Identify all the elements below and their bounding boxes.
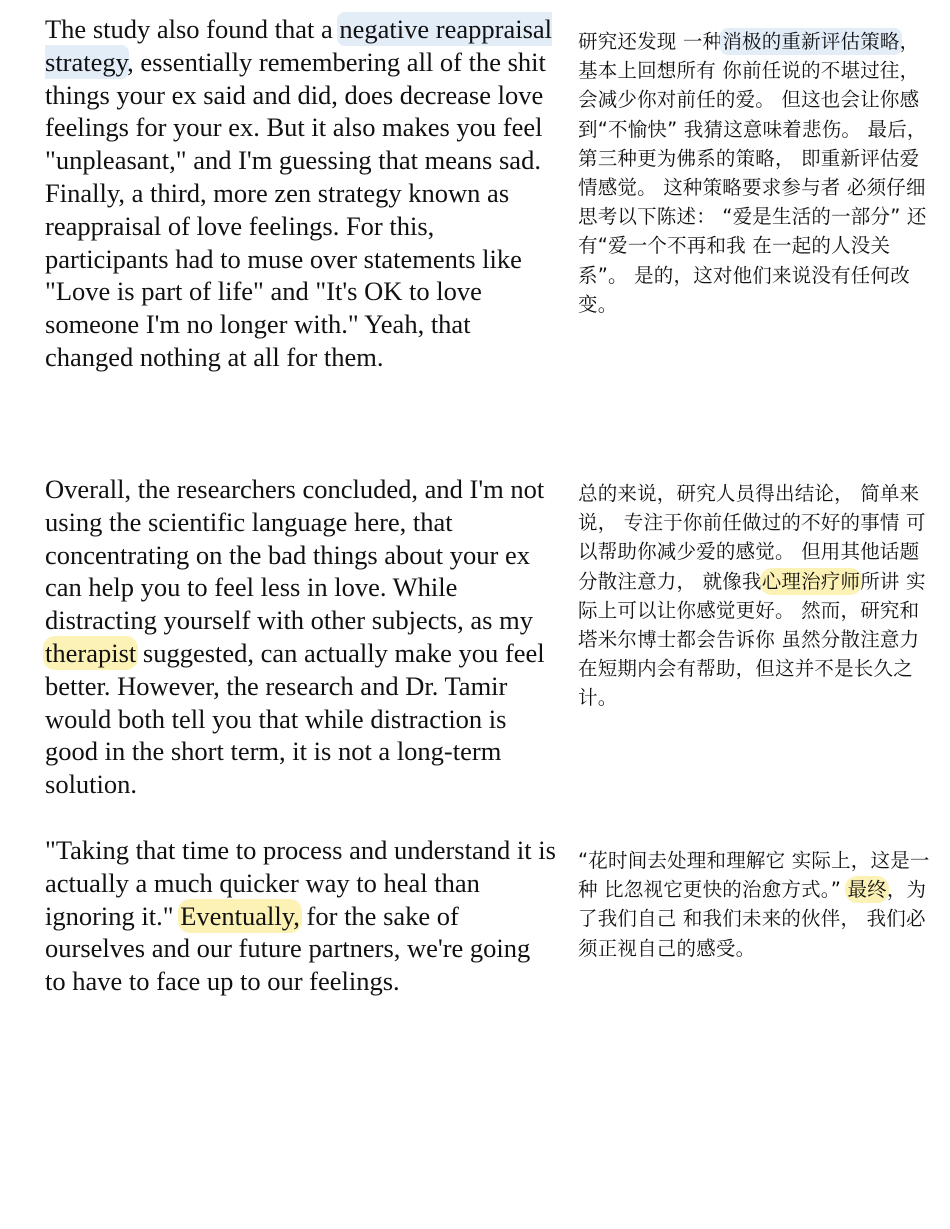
english-paragraph-2	[45, 473, 557, 801]
chinese-paragraph-1	[578, 27, 938, 319]
text-run: Overall, the researchers concluded, and I'm not using the scientific language here, that concentrating on the bad things about your ex can help you to feel less in love. While distracting yourself with other subjects, as my	[45, 474, 545, 636]
text-run: 所讲 实际上可以让你感觉更好。 然而，研究和塔米尔博士都会告诉你 虽然分散注意力 在短期内会有帮助，但这并不是长久之计。	[578, 569, 926, 710]
text-run: “花时间去处理和理解它 实际上，这是一种 比忽视它更快的治愈方式。”	[578, 849, 930, 902]
highlight-therapist[interactable]: therapist	[45, 637, 137, 668]
text-run: suggested, can actually make you feel better. However, the research and Dr. Tamir would both tell you that while distraction is good in the short term, it is not a long-term solution.	[45, 637, 545, 800]
english-paragraph-1	[45, 13, 557, 374]
highlight-negative-reappraisal[interactable]: negative reappraisal strategy	[45, 14, 553, 77]
text-run: ， 基本上回想所有 你前任说的不堪过往， 会减少你对前任的爱。 但这也会让你感到“不愉快” 我猜这意味着悲伤。 最后，第三种更为佛系的策略， 即重新评估爱情感觉。 这种策略要求参与者 必须仔细思考以下陈述： “爱是生活的一部分” 还有“爱一个不再和我 在一起的人没关系”。 是的，这对他们来说没有任何改变。	[578, 30, 927, 316]
text-run: "Taking that time to process and understand it is actually a much quicker way to heal than ignoring it."	[45, 835, 556, 931]
text-run: , essentially remembering all of the shit things your ex said and did, does decrease love feelings for your ex. But it also makes you feel "unpleasant," and I'm guessing that means sad. Finally, a third, more zen strategy known as reappraisal of love feelings. For this, participants had to muse over statements like "Love is part of life" and "It's OK to love someone I'm no longer with." Yeah, that changed nothing at all for them.	[45, 46, 546, 372]
text-run: ，为了我们自己 和我们未来的伙伴， 我们必须正视自己的感受。	[578, 878, 927, 960]
highlight-eventually-zh[interactable]: 最终	[847, 878, 887, 902]
highlight-eventually[interactable]: Eventually,	[180, 900, 300, 931]
highlight-therapist-zh[interactable]: 心理治疗师	[761, 569, 861, 593]
chinese-paragraph-2	[578, 479, 938, 713]
text-run: 总的来说，研究人员得出结论， 简单来说， 专注于你前任做过的不好的事情 可以帮助你减少爱的感觉。 但用其他话题分散注意力， 就像我	[578, 482, 926, 593]
text-run: 研究还发现 一种	[578, 30, 723, 53]
chinese-paragraph-3	[578, 846, 938, 963]
highlight-negative-reappraisal-zh[interactable]: 消极的重新评估策略	[722, 30, 900, 53]
text-run: for the sake of ourselves and our future partners, we're going to have to face up to our feelings.	[45, 900, 531, 997]
english-paragraph-3	[45, 834, 557, 998]
text-run: The study also found that a	[45, 14, 340, 44]
